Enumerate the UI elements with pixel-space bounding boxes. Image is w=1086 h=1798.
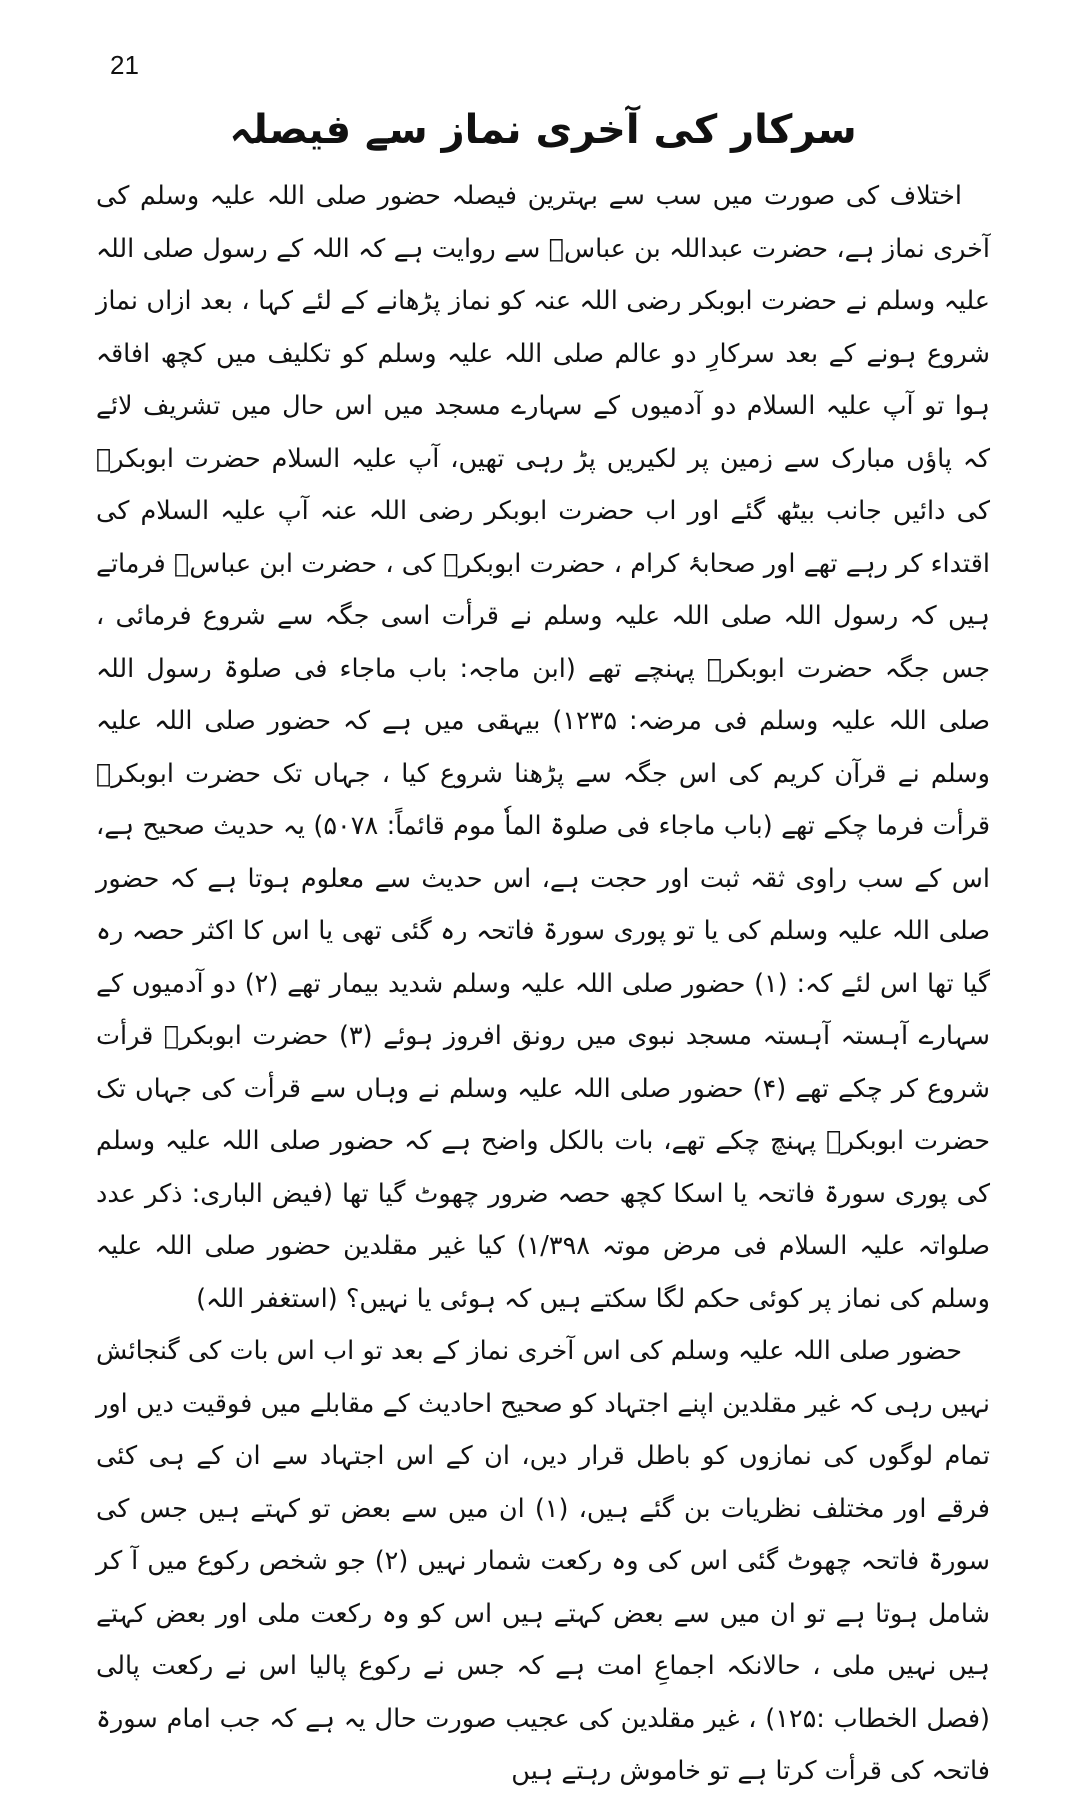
paragraph-1: اختلاف کی صورت میں سب سے بہترین فیصلہ حضور صلی اللہ علیہ وسلم کی آخری نماز ہے، حضرت عبداللہ بن عباسؓ سے روایت ہے کہ اللہ کے رسول صلی اللہ علیہ وسلم نے حضرت ابوبکر رضی اللہ عنہ کو نماز پڑھانے کے لئے کہا ، بعد ازاں نماز شروع ہونے کے بعد سرکارِ دو عالم صلی اللہ علیہ وسلم کو تکلیف میں کچھ افاقہ ہوا تو آپ علیہ السلام دو آدمیوں کے سہارے مسجد میں اس حال میں تشریف لائے کہ پاؤں مبارک سے زمین پر لکیریں پڑ رہی تھیں، آپ علیہ السلام حضرت ابوبکرؓ کی دائیں جانب بیٹھ گئے اور اب حضرت ابوبکر رضی اللہ عنہ آپ علیہ السلام کی اقتداء کر رہے تھے اور صحابۂ کرام ، حضرت ابوبکرؓ کی ، حضرت ابن عباسؓ فرماتے ہیں کہ رسول اللہ صلی اللہ علیہ وسلم نے قرأت اسی جگہ سے شروع فرمائی ، جس جگہ حضرت ابوبکرؓ پہنچے تھے (ابن ماجہ: باب ماجاء فی صلوۃ رسول اللہ صلی اللہ علیہ وسلم فی مرضہ: ۱۲۳۵) بیہقی میں ہے کہ حضور صلی اللہ علیہ وسلم نے قرآن کریم کی اس جگہ سے پڑھنا شروع کیا ، جہاں تک حضرت ابوبکرؓ قرأت فرما چکے تھے (باب ماجاء فی صلوۃ الماٗ موم قائماً: ۵۰۷۸) یہ حدیث صحیح ہے، اس کے سب راوی ثقہ ثبت اور حجت ہے، اس حدیث سے معلوم ہوتا ہے کہ حضور صلی اللہ علیہ وسلم کی یا تو پوری سورۃ فاتحہ رہ گئی تھی یا اس کا اکثر حصہ رہ گیا تھا اس لئے کہ: (۱) حضور صلی اللہ علیہ وسلم شدید بیمار تھے (۲) دو آدمیوں کے سہارے آہستہ آہستہ مسجد نبوی میں رونق افروز ہوئے (۳) حضرت ابوبکرؓ قرأت شروع کر چکے تھے (۴) حضور صلی اللہ علیہ وسلم نے وہاں سے قرأت کی جہاں تک حضرت ابوبکرؓ پہنچ چکے تھے، بات بالکل واضح ہے کہ حضور صلی اللہ علیہ وسلم کی پوری سورۃ فاتحہ یا اسکا کچھ حصہ ضرور چھوٹ گیا تھا (فیض الباری: ذکر عدد صلواتہ علیہ السلام فی مرض موتہ ۱/۳۹۸) کیا غیر مقلدین حضور صلی اللہ علیہ وسلم کی نماز پر کوئی حکم لگا سکتے ہیں کہ ہوئی یا نہیں؟ (استغفر اللہ) — [96, 181, 991, 1314]
page-number: 21 — [110, 50, 139, 80]
paragraph-2: حضور صلی اللہ علیہ وسلم کی اس آخری نماز کے بعد تو اب اس بات کی گنجائش نہیں رہی کہ غیر مقلدین اپنے اجتہاد کو صحیح احادیث کے مقابلے میں فوقیت دیں اور تمام لوگوں کی نمازوں کو باطل قرار دیں، ان کے اس اجتہاد سے ان کے ہی کئی فرقے اور مختلف نظریات بن گئے ہیں، (۱) ان میں سے بعض تو کہتے ہیں جس کی سورۃ فاتحہ چھوٹ گئی اس کی وہ رکعت شمار نہیں (۲) جو شخص رکوع میں آ کر شامل ہوتا ہے تو ان میں سے بعض کہتے ہیں اس کو وہ رکعت ملی اور بعض کہتے ہیں نہیں ملی ، حالانکہ اجماعِ امت ہے کہ جس نے رکوع پالیا اس نے رکعت پالی (فصل الخطاب :۱۲۵) ، غیر مقلدین کی عجیب صورت حال یہ ہے کہ جب امام سورۃ فاتحہ کی قرأت کرتا ہے تو خاموش رہتے ہیں — [96, 1336, 990, 1786]
body-text — [96, 170, 990, 1798]
page-title: سرکار کی آخری نماز سے فیصلہ — [229, 107, 857, 153]
